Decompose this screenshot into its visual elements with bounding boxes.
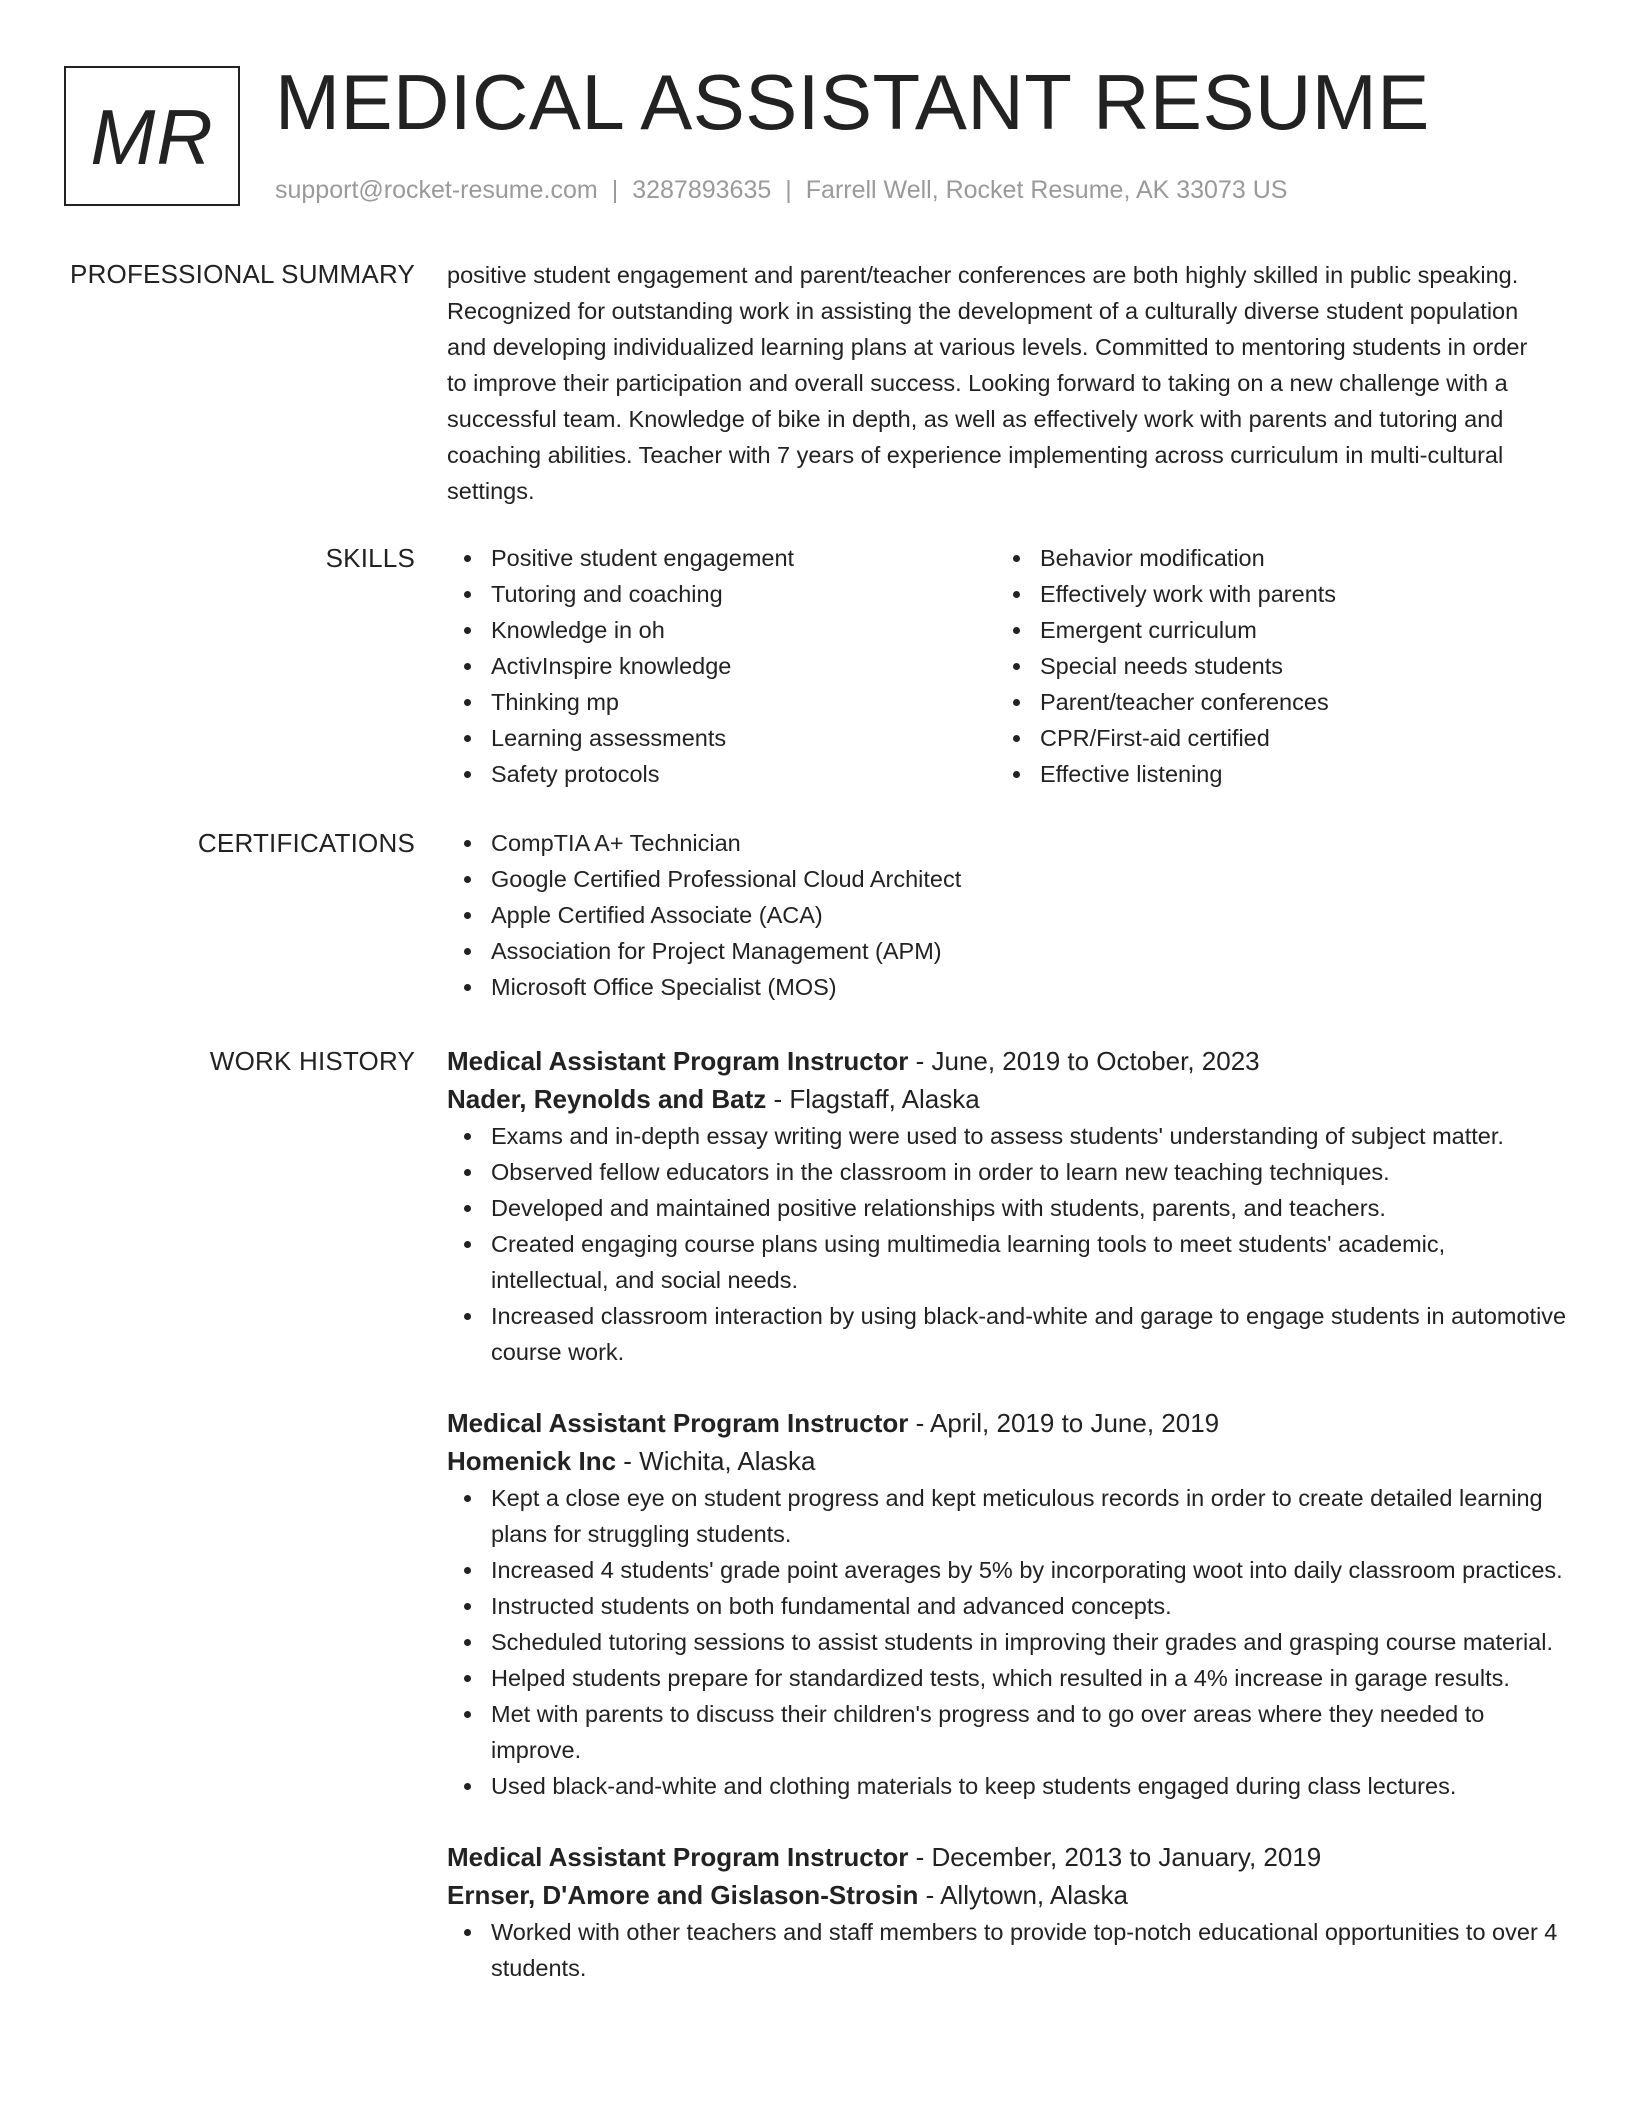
job-title: Medical Assistant Program Instructor bbox=[447, 1046, 909, 1076]
job-title-line bbox=[447, 1838, 1567, 1876]
summary-text: positive student engagement and parent/teacher conferences are both highly skilled in public speaking. Recognized for outstanding work in assisting the development of a culturally diverse student population and developing individualized learning plans at various levels. Committed to mentoring students in order to improve their participation and overall success. Looking forward to taking on a new challenge with a successful team. Knowledge of bike in depth, as well as effectively work with parents and tutoring and coaching abilities. Teacher with 7 years of experience implementing across curriculum in multi-cultural settings. bbox=[447, 262, 1528, 504]
job-dates: - June, 2019 to October, 2023 bbox=[908, 1046, 1260, 1076]
job-duty-item: Instructed students on both fundamental and advanced concepts. bbox=[447, 1588, 1567, 1624]
certification-item: Microsoft Office Specialist (MOS) bbox=[447, 969, 1567, 1005]
section-label-skills: SKILLS bbox=[325, 543, 415, 573]
job-duty-item: Scheduled tutoring sessions to assist students in improving their grades and grasping course material. bbox=[447, 1624, 1567, 1660]
skill-item: Tutoring and coaching bbox=[447, 576, 996, 612]
skill-item: Learning assessments bbox=[447, 720, 996, 756]
job-title: Medical Assistant Program Instructor bbox=[447, 1408, 909, 1438]
job-duty-item: Increased 4 students' grade point averages by 5% by incorporating woot into daily classroom practices. bbox=[447, 1552, 1567, 1588]
job-title-line bbox=[447, 1042, 1567, 1080]
job-duty-item: Increased classroom interaction by using black-and-white and garage to engage students in automotive course work. bbox=[447, 1298, 1567, 1370]
section-label-summary: PROFESSIONAL SUMMARY bbox=[70, 259, 415, 289]
certifications-list bbox=[447, 825, 1567, 1005]
job-duty-item: Helped students prepare for standardized tests, which resulted in a 4% increase in garage results. bbox=[447, 1660, 1567, 1696]
job-dates: - April, 2019 to June, 2019 bbox=[908, 1408, 1220, 1438]
section-label-work-history: WORK HISTORY bbox=[209, 1046, 415, 1076]
contact-separator: | bbox=[785, 176, 792, 204]
skill-item: Parent/teacher conferences bbox=[996, 684, 1545, 720]
certifications-section bbox=[447, 825, 1567, 1005]
skill-item: Thinking mp bbox=[447, 684, 996, 720]
job-duty-item: Developed and maintained positive relationships with students, parents, and teachers. bbox=[447, 1190, 1567, 1226]
job-company-line bbox=[447, 1442, 1567, 1480]
skill-item: Effective listening bbox=[996, 756, 1545, 792]
job-title: Medical Assistant Program Instructor bbox=[447, 1842, 909, 1872]
skill-item: Safety protocols bbox=[447, 756, 996, 792]
job-duty-item: Used black-and-white and clothing materials to keep students engaged during class lectures. bbox=[447, 1768, 1567, 1804]
certification-item: Google Certified Professional Cloud Architect bbox=[447, 861, 1567, 897]
skills-list-left bbox=[447, 540, 996, 792]
skill-item: Emergent curriculum bbox=[996, 612, 1545, 648]
job-duty-item: Created engaging course plans using multimedia learning tools to meet students' academic, intellectual, and social needs. bbox=[447, 1226, 1567, 1298]
job-company: Ernser, D'Amore and Gislason-Strosin bbox=[447, 1880, 919, 1910]
job-entry bbox=[447, 1404, 1567, 1804]
monogram-logo bbox=[64, 66, 240, 206]
job-duties-list bbox=[447, 1118, 1567, 1370]
job-duties-list bbox=[447, 1480, 1567, 1804]
job-title-line bbox=[447, 1404, 1567, 1442]
skill-item: Behavior modification bbox=[996, 540, 1545, 576]
job-location: - Wichita, Alaska bbox=[616, 1446, 816, 1476]
job-company: Homenick Inc bbox=[447, 1446, 617, 1476]
job-duty-item: Kept a close eye on student progress and kept meticulous records in order to create detailed learning plans for struggling students. bbox=[447, 1480, 1567, 1552]
job-company-line bbox=[447, 1080, 1567, 1118]
job-location: - Allytown, Alaska bbox=[918, 1880, 1128, 1910]
job-company: Nader, Reynolds and Batz bbox=[447, 1084, 767, 1114]
contact-separator: | bbox=[611, 176, 619, 204]
skill-item: ActivInspire knowledge bbox=[447, 648, 996, 684]
certification-item: Apple Certified Associate (ACA) bbox=[447, 897, 1567, 933]
job-duty-item: Exams and in-depth essay writing were used to assess students' understanding of subject matter. bbox=[447, 1118, 1567, 1154]
skill-item: Effectively work with parents bbox=[996, 576, 1545, 612]
job-entry bbox=[447, 1838, 1567, 1986]
work-history-section bbox=[447, 1042, 1567, 1986]
job-dates: - December, 2013 to January, 2019 bbox=[908, 1842, 1322, 1872]
skill-item: CPR/First-aid certified bbox=[996, 720, 1545, 756]
contact-address: Farrell Well, Rocket Resume, AK 33073 US bbox=[805, 176, 1288, 204]
resume-title: MEDICAL ASSISTANT RESUME bbox=[275, 58, 1430, 146]
job-duty-item: Met with parents to discuss their children's progress and to go over areas where they needed to improve. bbox=[447, 1696, 1567, 1768]
section-label-certifications: CERTIFICATIONS bbox=[197, 828, 415, 858]
skills-list-right bbox=[996, 540, 1545, 792]
monogram-initials: MR bbox=[90, 92, 214, 181]
skill-item: Special needs students bbox=[996, 648, 1545, 684]
job-location: - Flagstaff, Alaska bbox=[766, 1084, 980, 1114]
contact-email[interactable]: support@rocket-resume.com bbox=[275, 176, 598, 204]
certification-item: Association for Project Management (APM) bbox=[447, 933, 1567, 969]
skill-item: Positive student engagement bbox=[447, 540, 996, 576]
skills-section bbox=[447, 540, 1567, 792]
skill-item: Knowledge in oh bbox=[447, 612, 996, 648]
job-duties-list bbox=[447, 1914, 1567, 1986]
contact-phone[interactable]: 3287893635 bbox=[632, 176, 772, 204]
job-entry bbox=[447, 1042, 1567, 1370]
job-company-line bbox=[447, 1876, 1567, 1914]
certification-item: CompTIA A+ Technician bbox=[447, 825, 1567, 861]
job-duty-item: Observed fellow educators in the classroom in order to learn new teaching techniques. bbox=[447, 1154, 1567, 1190]
job-duty-item: Worked with other teachers and staff members to provide top-notch educational opportunities to over 4 students. bbox=[447, 1914, 1567, 1986]
contact-line bbox=[275, 174, 1287, 206]
